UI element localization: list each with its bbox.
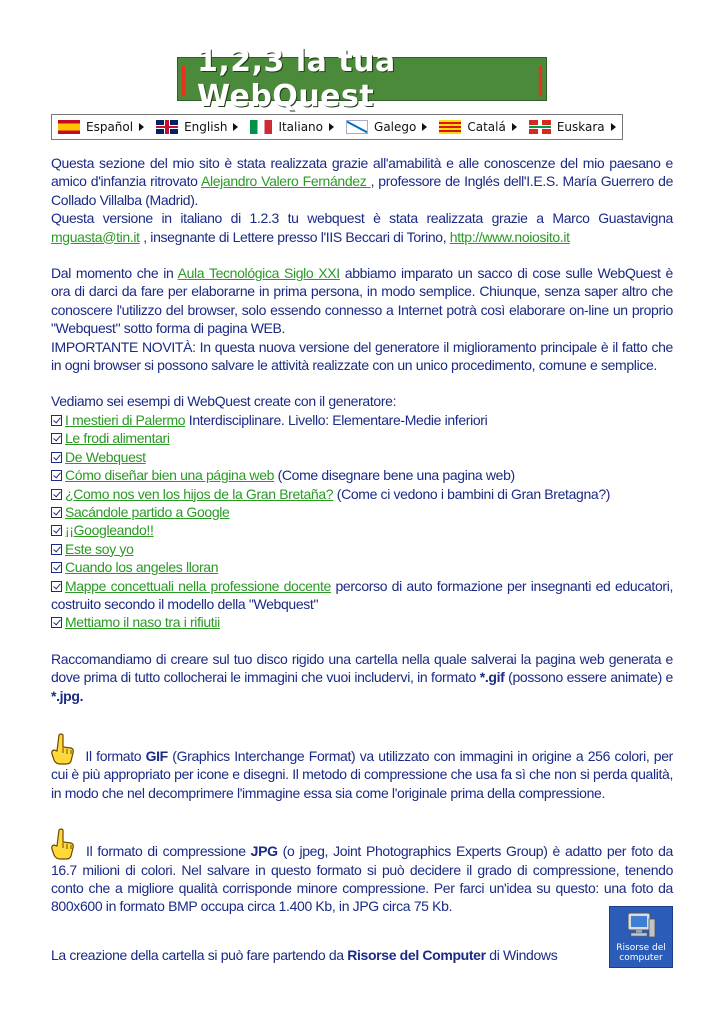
language-bar bbox=[51, 114, 623, 140]
lang-item-catala[interactable] bbox=[439, 120, 516, 134]
example-link[interactable]: Cuando los angeles lloran bbox=[65, 559, 219, 576]
list-item bbox=[51, 540, 673, 558]
basque-flag-icon bbox=[529, 120, 551, 134]
lang-label: English bbox=[184, 120, 228, 134]
author-link[interactable]: Alejandro Valero Fernández bbox=[200, 173, 371, 190]
recommend-paragraph: Raccomandiamo di creare sul tuo disco rigido una cartella nella quale salverai la pagina web generata e dove prima di tutto collocherai le immagini che vuoi includervi, in formato *.gif (possono essere animate) e *.jpg. bbox=[51, 650, 673, 704]
computer-icon bbox=[625, 911, 657, 941]
creation-paragraph: La creazione della cartella si può fare partendo da Risorse del Computer di Windows bbox=[51, 946, 558, 963]
arrow-right-icon bbox=[139, 123, 144, 131]
checkbox-checked-icon bbox=[51, 415, 62, 426]
list-item bbox=[51, 503, 673, 521]
example-link[interactable]: ¡¡Googleando!! bbox=[65, 522, 154, 539]
checkbox-checked-icon bbox=[51, 544, 62, 555]
example-link[interactable]: Sacándole partido a Google bbox=[65, 503, 230, 520]
list-item bbox=[51, 429, 673, 447]
list-item: Mappe concettuali nella professione docente percorso di auto formazione per insegnanti ed educatori, costruito secondo il modello della "Webquest" bbox=[51, 577, 673, 612]
list-item bbox=[51, 448, 673, 466]
checkbox-checked-icon bbox=[51, 452, 62, 463]
italy-flag-icon bbox=[250, 120, 272, 134]
checkbox-checked-icon bbox=[51, 525, 62, 536]
example-link[interactable]: De Webquest bbox=[65, 448, 146, 465]
galicia-flag-icon bbox=[346, 120, 368, 134]
lang-item-italiano[interactable] bbox=[250, 120, 334, 134]
lang-label: Italiano bbox=[278, 120, 324, 134]
email-link[interactable]: mguasta@tin.it bbox=[51, 228, 140, 245]
checkbox-checked-icon bbox=[51, 562, 62, 573]
gif-paragraph: Il formato GIF (Graphics Interchange Format) va utilizzato con immagini in origine a 256 colori, per cui è più appropriato per icone e disegni. Il metodo di compressione che usa fa sì che non si perda qualità, in modo che nel decomprimere l'immagine essa sia come l'originale prima della compressione. bbox=[51, 733, 673, 802]
arrow-right-icon bbox=[233, 123, 238, 131]
lang-item-espanol[interactable] bbox=[58, 120, 144, 134]
checkbox-checked-icon bbox=[51, 470, 62, 481]
checkbox-checked-icon bbox=[51, 581, 62, 592]
arrow-right-icon bbox=[512, 123, 517, 131]
example-link[interactable]: Mappe concettuali nella professione docente bbox=[65, 577, 331, 594]
examples-heading: Vediamo sei esempi di WebQuest create con il generatore: bbox=[51, 393, 397, 410]
intro-paragraph: Questa sezione del mio sito è stata realizzata grazie all'amabilità e alle conoscenze del mio paesano e amico d'infanzia ritrovato Alejandro Valero Fernández , professore de Inglés dell'I.E.S. María Guerrero de Collado Villalba (Madrid). Questa versione in italiano di 1.2.3 tu webquest è stata realizzata grazie a Marco Guastavigna mguasta@tin.it , insegnante di Lettere presso l'IIS Beccari di Torino, http://www.noiosito.it bbox=[51, 155, 674, 245]
checkbox-checked-icon bbox=[51, 617, 62, 628]
list-item: Cómo diseñar bien una página web (Come disegnare bene una pagina web) bbox=[51, 466, 673, 484]
spain-flag-icon bbox=[58, 120, 80, 134]
website-link[interactable]: http://www.noiosito.it bbox=[449, 228, 570, 245]
catalonia-flag-icon bbox=[439, 120, 461, 134]
my-computer-label: Risorse del computer bbox=[616, 943, 666, 963]
examples-list bbox=[51, 411, 673, 632]
lang-label: Euskara bbox=[556, 120, 605, 134]
lang-label: Español bbox=[86, 120, 134, 134]
list-item: ¿Como nos ven los hijos de la Gran Bretaña? (Come ci vedono i bambini di Gran Bretagna?) bbox=[51, 485, 673, 503]
jpg-paragraph: Il formato di compressione JPG (o jpeg, Joint Photographics Experts Group) è adatto per foto da 16.7 milioni di colori. Nel salvare in questo formato si può decidere il grado di compressione, tenendo conto che a migliore qualità corrisponde minore compressione. Per farci un'idea su questo: una foto da 800x600 in formato BMP occupa circa 1.400 Kb, in JPG circa 75 Kb. bbox=[51, 828, 673, 916]
arrow-right-icon bbox=[329, 123, 334, 131]
example-link[interactable]: Este soy yo bbox=[65, 540, 134, 557]
lang-label: Galego bbox=[374, 120, 417, 134]
pointing-hand-icon bbox=[51, 733, 75, 765]
aula-link[interactable]: Aula Tecnológica Siglo XXI bbox=[177, 265, 340, 282]
my-computer-image bbox=[609, 906, 673, 968]
main-content bbox=[51, 154, 673, 964]
lang-item-galego[interactable] bbox=[346, 120, 427, 134]
example-link[interactable]: Cómo diseñar bien una página web bbox=[65, 467, 275, 484]
list-item bbox=[51, 558, 673, 576]
arrow-right-icon bbox=[422, 123, 427, 131]
banner-bar-right: | bbox=[535, 61, 546, 97]
list-item bbox=[51, 613, 673, 631]
list-item bbox=[51, 521, 673, 539]
checkbox-checked-icon bbox=[51, 489, 62, 500]
example-link[interactable]: I mestieri di Palermo bbox=[65, 411, 186, 428]
checkbox-checked-icon bbox=[51, 433, 62, 444]
example-link[interactable]: Le frodi alimentari bbox=[65, 430, 170, 447]
pointing-hand-icon bbox=[51, 828, 75, 860]
checkbox-checked-icon bbox=[51, 507, 62, 518]
arrow-right-icon bbox=[611, 123, 616, 131]
list-item: I mestieri di Palermo Interdisciplinare. Livello: Elementare-Medie inferiori bbox=[51, 411, 673, 429]
lang-item-euskara[interactable] bbox=[529, 120, 616, 134]
important-note: IMPORTANTE NOVITÀ: In questa nuova versione del generatore il miglioramento principale è il fatto che in ogni browser si possono salvare le attività realizzate con un unico procedimento, comune e semplice. bbox=[51, 338, 673, 374]
banner-title: 1,2,3 la tua WebQuest bbox=[196, 44, 396, 114]
banner-bar-left: | bbox=[178, 61, 189, 97]
site-banner bbox=[177, 44, 547, 114]
example-link[interactable]: ¿Como nos ven los hijos de la Gran Bretaña? bbox=[65, 485, 334, 502]
uk-flag-icon bbox=[156, 120, 178, 134]
lang-item-english[interactable] bbox=[156, 120, 238, 134]
lang-label: Catalá bbox=[467, 120, 506, 134]
example-link[interactable]: Mettiamo il naso tra i rifiutii bbox=[65, 614, 220, 631]
aula-paragraph: Dal momento che in Aula Tecnológica Siglo XXI abbiamo imparato un sacco di cose sulle WebQuest è ora di darci da fare per elaborarne in prima persona, in modo semplice. Chiunque, senza saper altro che conoscere l'utilizzo del browser, solo essendo connesso a Internet potrà così elaborare on-line un proprio "Webquest" sotto forma di pagina WEB. IMPORTANTE NOVITÀ: In questa nuova versione del generatore il miglioramento principale è il fatto che in ogni browser si possono salvare le attività realizzate con un unico procedimento, comune e semplice. bbox=[51, 265, 673, 374]
